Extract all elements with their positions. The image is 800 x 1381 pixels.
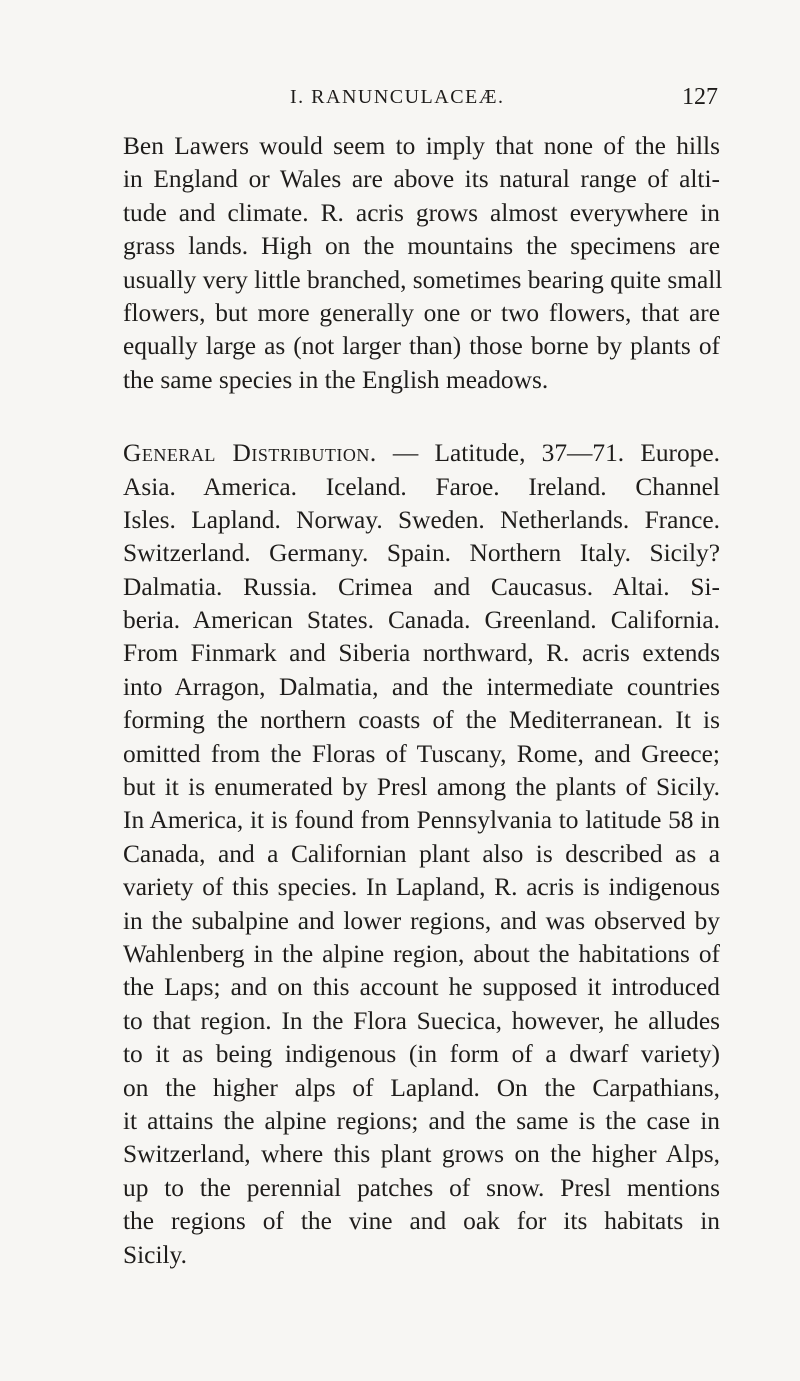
text-line: equally large as (not larger than) those borne by plants of bbox=[123, 332, 720, 361]
text-line bbox=[123, 437, 720, 470]
text-line: the Laps; and on this account he supposed it introduced bbox=[123, 973, 720, 1002]
text-line: Asia. America. Iceland. Faroe. Ireland. Channel bbox=[123, 472, 720, 501]
text-line: Canada, and a Californian plant also is described as a bbox=[123, 839, 720, 868]
text-line: Ben Lawers would seem to imply that none of the hills bbox=[123, 132, 720, 160]
paragraph-altitude bbox=[123, 130, 723, 397]
running-title: I. RANUNCULACEÆ. bbox=[290, 86, 505, 108]
text-line: it attains the alpine regions; and the same is the case in bbox=[123, 1106, 720, 1135]
text-line: into Arragon, Dalmatia, and the intermediate countries bbox=[123, 672, 720, 701]
page-header bbox=[0, 84, 800, 124]
heading-continuation: — Latitude, 37—71. Europe. bbox=[376, 439, 720, 468]
page-number: 127 bbox=[682, 84, 718, 110]
text-line: Isles. Lapland. Norway. Sweden. Netherlands. France. bbox=[123, 505, 720, 534]
text-line: Dalmatia. Russia. Crimea and Caucasus. Altai. Si- bbox=[123, 572, 720, 601]
text-line: usually very little branched, sometimes bearing quite small bbox=[123, 265, 723, 294]
text-line: In America, it is found from Pennsylvania to latitude 58 in bbox=[123, 806, 720, 835]
text-line: omitted from the Floras of Tuscany, Rome, and Greece; bbox=[123, 739, 720, 768]
text-line: tude and climate. R. acris grows almost everywhere in bbox=[123, 198, 720, 227]
paragraph-spacer bbox=[123, 397, 720, 437]
text-line: in the subalpine and lower regions, and was observed by bbox=[123, 906, 720, 935]
text-line: beria. American States. Canada. Greenland. California. bbox=[123, 606, 720, 635]
text-line: on the higher alps of Lapland. On the Carpathians, bbox=[123, 1073, 720, 1102]
text-line: Sicily. bbox=[123, 1240, 187, 1269]
text-line: variety of this species. In Lapland, R. acris is indigenous bbox=[123, 873, 720, 902]
text-line: forming the northern coasts of the Mediterranean. It is bbox=[123, 706, 720, 735]
text-line: the regions of the vine and oak for its habitats in bbox=[123, 1207, 720, 1236]
text-line: flowers, but more generally one or two flowers, that are bbox=[123, 298, 720, 327]
paragraph-general-distribution bbox=[123, 437, 720, 1272]
text-line: to it as being indigenous (in form of a dwarf variety) bbox=[123, 1040, 720, 1069]
section-heading: General Distribution. bbox=[123, 439, 377, 468]
text-line: grass lands. High on the mountains the specimens are bbox=[123, 232, 720, 261]
text-line: up to the perennial patches of snow. Presl mentions bbox=[123, 1173, 720, 1202]
text-line: the same species in the English meadows. bbox=[123, 365, 549, 394]
text-line: to that region. In the Flora Suecica, however, he alludes bbox=[123, 1006, 720, 1035]
text-line: Switzerland, where this plant grows on the higher Alps, bbox=[123, 1140, 720, 1169]
page-body bbox=[123, 130, 723, 1272]
text-line: in England or Wales are above its natural range of alti- bbox=[123, 165, 720, 194]
text-line: but it is enumerated by Presl among the plants of Sicily. bbox=[123, 773, 720, 802]
text-line: From Finmark and Siberia northward, R. acris extends bbox=[123, 639, 720, 668]
text-line: Wahlenberg in the alpine region, about the habitations of bbox=[123, 939, 720, 968]
text-line: Switzerland. Germany. Spain. Northern Italy. Sicily? bbox=[123, 539, 720, 568]
